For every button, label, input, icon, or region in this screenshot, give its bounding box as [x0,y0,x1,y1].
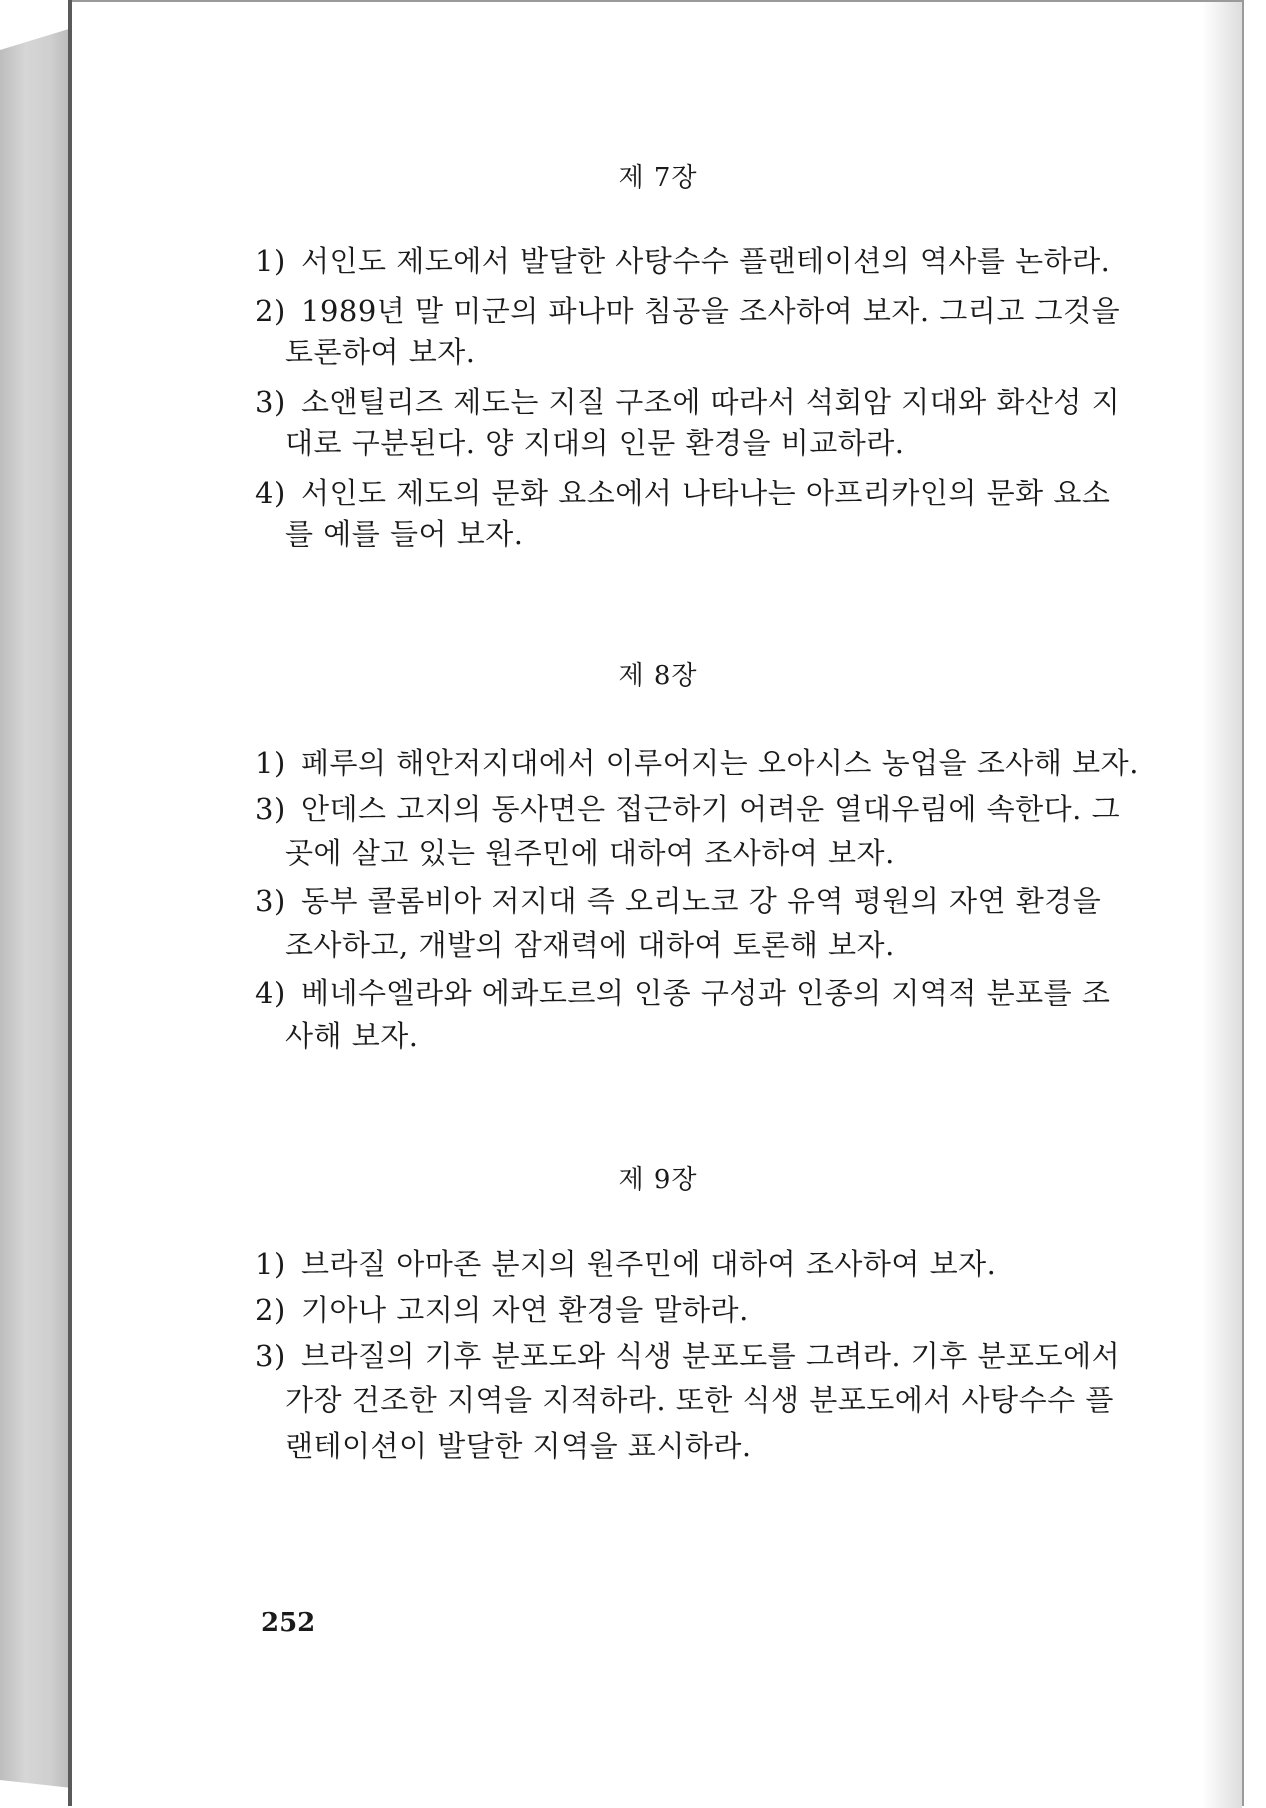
chapter-8-item-3-cont: 조사하고, 개발의 잠재력에 대하여 토론해 보자. [285,928,895,962]
item-text: 소앤틸리즈 제도는 지질 구조에 따라서 석회암 지대와 화산성 지 [301,385,1121,419]
item-number: 2) [255,1293,286,1327]
item-text: 페루의 해안저지대에서 이루어지는 오아시스 농업을 조사해 보자. [301,746,1139,780]
item-text: 서인도 제도의 문화 요소에서 나타나는 아프리카인의 문화 요소 [301,476,1111,510]
chapter-7-item-1 [255,239,1155,284]
chapter-8-item-2 [255,787,1155,832]
item-number: 3) [255,792,286,826]
chapter-9-item-3 [255,1334,1155,1379]
chapter-7-item-3-cont: 대로 구분된다. 양 지대의 인문 환경을 비교하라. [285,426,905,460]
chapter-8-item-1 [255,741,1155,786]
chapter-7-item-2-cont: 토론하여 보자. [285,335,476,369]
chapter-7-item-4 [255,471,1155,516]
item-text: 동부 콜롬비아 저지대 즉 오리노코 강 유역 평원의 자연 환경을 [301,884,1102,918]
chapter-8-title: 제 8장 [618,661,698,691]
item-number: 2) [255,294,286,328]
item-text: 안데스 고지의 동사면은 접근하기 어려운 열대우림에 속한다. 그 [301,792,1121,826]
item-text: 베네수엘라와 에콰도르의 인종 구성과 인종의 지역적 분포를 조 [301,976,1111,1010]
item-number: 3) [255,1339,286,1373]
chapter-8-item-4 [255,971,1155,1016]
chapter-8-item-4-cont: 사해 보자. [285,1019,419,1053]
item-text: 기아나 고지의 자연 환경을 말하라. [301,1293,749,1327]
item-text: 1989년 말 미군의 파나마 침공을 조사하여 보자. 그리고 그것을 [301,294,1121,328]
chapter-9-item-3-cont-2: 랜테이션이 발달한 지역을 표시하라. [285,1429,752,1463]
page-number: 252 [261,1608,316,1638]
chapter-7-title: 제 7장 [618,163,698,193]
chapter-9-item-3-cont-1: 가장 건조한 지역을 지적하라. 또한 식생 분포도에서 사탕수수 플 [285,1383,1114,1417]
item-text: 브라질 아마존 분지의 원주민에 대하여 조사하여 보자. [301,1247,997,1281]
chapter-7-item-3 [255,380,1155,425]
item-number: 4) [255,976,286,1010]
item-text: 브라질의 기후 분포도와 식생 분포도를 그려라. 기후 분포도에서 [301,1339,1121,1373]
chapter-8-item-3 [255,879,1155,924]
item-number: 4) [255,476,286,510]
item-number: 3) [255,884,286,918]
chapter-7-item-4-cont: 를 예를 들어 보자. [285,517,524,551]
item-number: 1) [255,244,286,278]
item-number: 1) [255,746,286,780]
item-number: 3) [255,385,286,419]
book-page [72,0,1244,1806]
chapter-9-item-2 [255,1288,1155,1333]
chapter-9-item-1 [255,1242,1155,1287]
chapter-7-item-2 [255,289,1155,334]
page-shadow [1202,2,1242,1808]
item-text: 서인도 제도에서 발달한 사탕수수 플랜테이션의 역사를 논하라. [301,244,1111,278]
item-number: 1) [255,1247,286,1281]
chapter-9-title: 제 9장 [618,1165,698,1195]
book-edge [0,28,72,1788]
chapter-8-item-2-cont: 곳에 살고 있는 원주민에 대하여 조사하여 보자. [285,836,895,870]
